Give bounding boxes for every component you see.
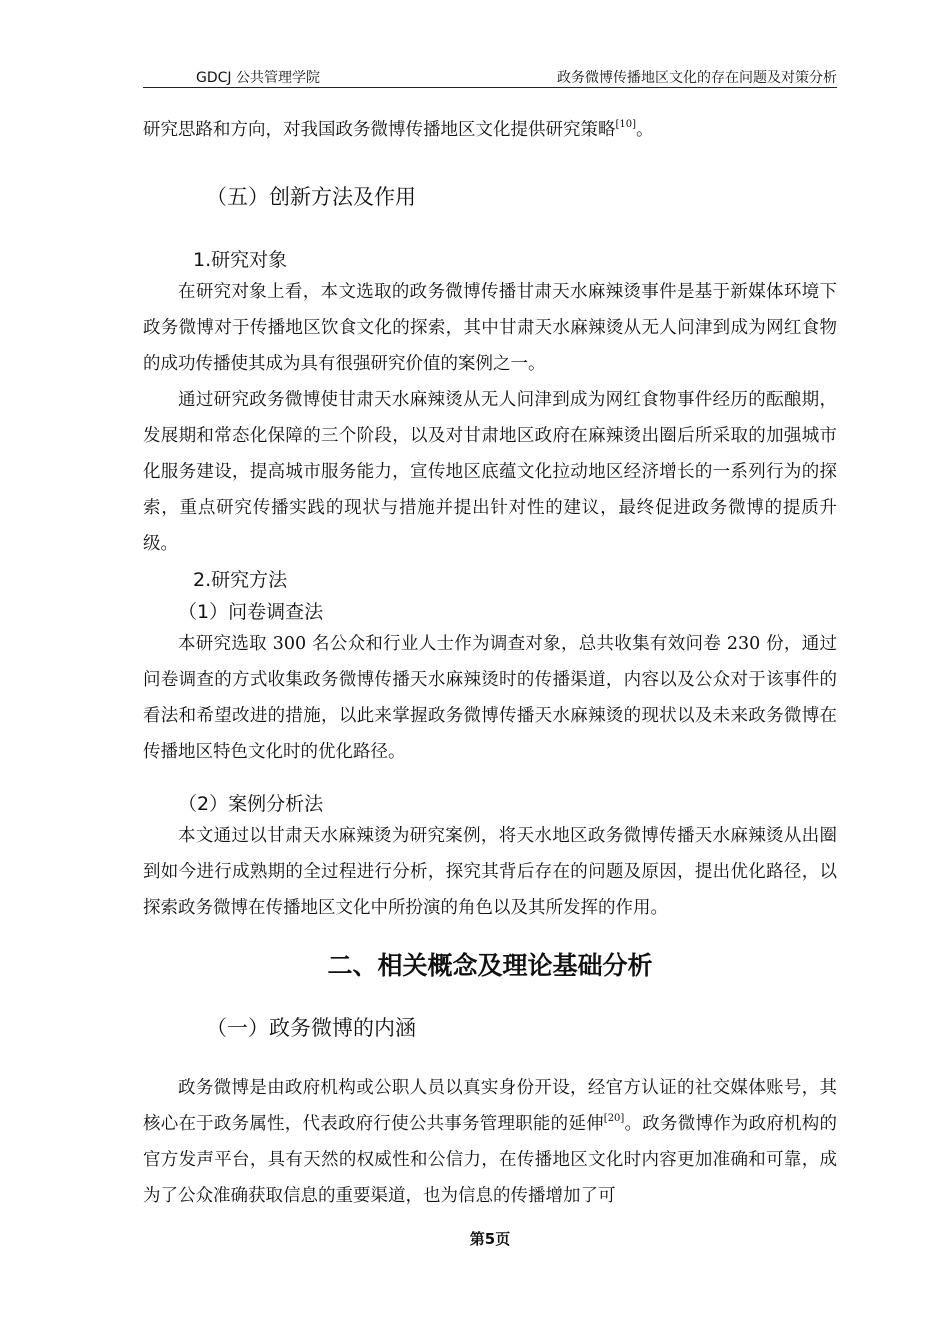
paragraph-text: 政务微博是由政府机构或公职人员以真实身份开设，经官方认证的社交媒体账号，其核心在于政务属性，代表政府行使公共事务管理职能的延伸 <box>143 1078 837 1134</box>
gov-weibo-text <box>143 1070 837 1214</box>
method-heading: （1）问卷调查法 <box>178 601 324 623</box>
chapter-heading: 二、相关概念及理论基础分析 <box>327 951 653 980</box>
paragraph-continuation <box>143 112 837 148</box>
paragraph: 本研究选取 300 名公众和行业人士作为调查对象，总共收集有效问卷 230 份，通过问卷调查的方式收集政务微博传播天水麻辣烫时的传播渠道，内容以及公众对于该事件的看法和希望改进的措施，以此来掌握政务微博传播天水麻辣烫的现状以及未来政务微博在传播地区特色文化时的优化路径。 <box>143 634 837 762</box>
paragraph: 在研究对象上看，本文选取的政务微博传播甘肃天水麻辣烫事件是基于新媒体环境下政务微博对于传播地区饮食文化的探索，其中甘肃天水麻辣烫从无人问津到成为网红食物的成功传播使其成为具有很强研究价值的案例之一。 <box>143 282 837 374</box>
header-rule <box>143 87 837 88</box>
paragraph: 本文通过以甘肃天水麻辣烫为研究案例，将天水地区政务微博传播天水麻辣烫从出圈到如今进行成熟期的全过程进行分析，探究其背后存在的问题及原因，提出优化路径，以探索政务微博在传播地区文化中所扮演的角色以及其所发挥的作用。 <box>143 826 837 918</box>
page-number: 第5页 <box>469 1230 511 1248</box>
subsection-heading: 2.研究方法 <box>193 569 288 591</box>
section-heading: （五）创新方法及作用 <box>206 185 416 209</box>
paragraph-text: 。政务微博作为政府机构的官方发声平台，具有天然的权威性和公信力，在传播地区文化时内容更加准确和可靠，成为了公众准确获取信息的重要渠道，也为信息的传播增加了可 <box>143 1114 838 1206</box>
research-object-text <box>143 274 837 562</box>
header-school: GDCJ 公共管理学院 <box>196 70 320 86</box>
paragraph: 通过研究政务微博使甘肃天水麻辣烫从无人问津到成为网红食物事件经历的酝酿期，发展期和常态化保障的三个阶段，以及对甘肃地区政府在麻辣烫出圈后所采取的加强城市化服务建设，提高城市服务能力，宣传地区底蕴文化拉动地区经济增长的一系列行为的探索，重点研究传播实践的现状与措施并提出针对性的建议，最终促进政务微博的提质升级。 <box>143 390 837 554</box>
paragraph-tail: 。 <box>636 120 654 140</box>
header-title: 政务微博传播地区文化的存在问题及对策分析 <box>557 70 837 86</box>
case-analysis-text <box>143 818 837 926</box>
method-heading: （2）案例分析法 <box>178 793 324 815</box>
citation: [20] <box>603 1113 625 1124</box>
questionnaire-text <box>143 626 837 770</box>
paragraph-text: 研究思路和方向，对我国政务微博传播地区文化提供研究策略 <box>143 120 616 140</box>
citation: [10] <box>615 119 637 130</box>
subsection-heading: 1.研究对象 <box>193 249 288 271</box>
section-heading: （一）政务微博的内涵 <box>206 1016 416 1040</box>
